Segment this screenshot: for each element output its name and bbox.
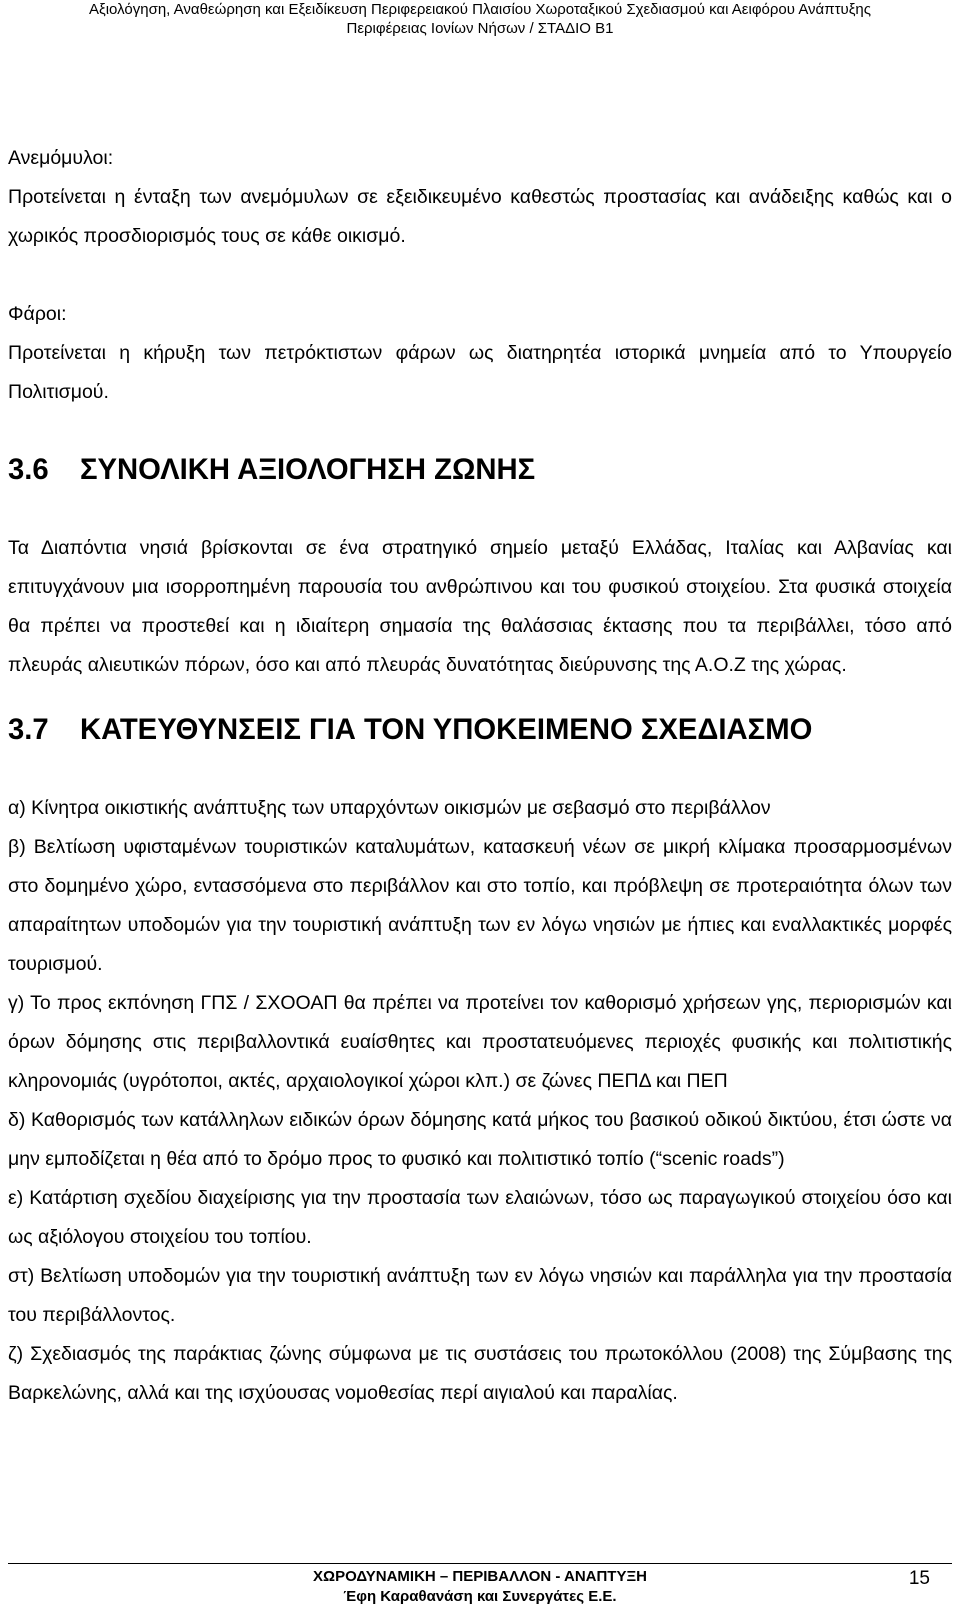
guideline-item-c: γ) Το προς εκπόνηση ΓΠΣ / ΣΧΟΟΑΠ θα πρέπει να προτείνει τον καθορισμό χρήσεων γης, περιορισμών και όρων δόμησης στις περιβαλλοντικά ευαίσθητες και προστατευόμενες περιοχές φυσικής και πολιτιστικής κληρονομιάς (υγρότοποι, ακτές, αρχαιολογικοί χώροι κλπ.) σε ζώνες ΠΕΠΔ και ΠΕΠ	[8, 992, 952, 1092]
guideline-item-z: ζ) Σχεδιασμός της παράκτιας ζώνης σύμφωνα με τις συστάσεις του πρωτοκόλλου (2008) της Σύμβασης της Βαρκελώνης, αλλά και της ισχύουσας νομοθεσίας περί αιγιαλού και παραλίας.	[8, 1343, 952, 1404]
section-3-7	[8, 711, 952, 1413]
guideline-item-st: στ) Βελτίωση υποδομών για την τουριστική ανάπτυξη των εν λόγω νησιών και παράλληλα για την προστασία του περιβάλλοντος.	[8, 1265, 952, 1326]
header-title-line-2: Περιφέρειας Ιονίων Νήσων / ΣΤΑΔΙΟ Β1	[346, 20, 614, 37]
section-heading	[8, 711, 952, 750]
spacer	[8, 256, 952, 295]
windmills-title: Ανεμόμυλοι:	[8, 147, 114, 169]
footer-company-line-1: ΧΩΡΟΔΥΝΑΜΙΚΗ – ΠΕΡΙΒΑΛΛΟΝ - ΑΝΑΠΤΥΞΗ	[313, 1568, 647, 1585]
guideline-item-a: α) Κίνητρα οικιστικής ανάπτυξης των υπαρχόντων οικισμών με σεβασμό στο περιβάλλον	[8, 797, 771, 819]
page-number: 15	[908, 1568, 930, 1589]
section-title: ΣΥΝΟΛΙΚΗ ΑΞΙΟΛΟΓΗΣΗ ΖΩΝΗΣ	[80, 454, 536, 486]
section-title: ΚΑΤΕΥΘΥΝΣΕΙΣ ΓΙΑ ΤΟΝ ΥΠΟΚΕΙΜΕΝΟ ΣΧΕΔΙΑΣΜΟ	[80, 714, 813, 746]
section-number: 3.6	[8, 454, 49, 486]
footer-divider	[8, 1563, 952, 1564]
section-3-6	[8, 451, 952, 685]
spacer	[8, 412, 952, 451]
lighthouses-paragraph: Προτείνεται η κήρυξη των πετρόκτιστων φάρων ως διατηρητέα ιστορικά μνημεία από το Υπουργείο Πολιτισμού.	[8, 342, 952, 403]
footer-credits	[0, 1567, 960, 1607]
section-3-6-paragraph: Τα Διαπόντια νησιά βρίσκονται σε ένα στρατηγικό σημείο μεταξύ Ελλάδας, Ιταλίας και Αλβανίας και επιτυγχάνουν μια ισορροπημένη παρουσία του ανθρώπινου και του φυσικού στοιχείου. Στα φυσικά στοιχεία θα πρέπει να προστεθεί και η ιδιαίτερη σημασία της θαλάσσιας έκτασης που τα περιβάλλει, τόσο από πλευράς αλιευτικών πόρων, όσο και από πλευράς δυνατότητας διεύρυνσης της Α.Ο.Ζ της χώρας.	[8, 537, 952, 676]
section-windmills	[8, 139, 952, 256]
windmills-paragraph: Προτείνεται η ένταξη των ανεμόμυλων σε εξειδικευμένο καθεστώς προστασίας και ανάδειξης καθώς και ο χωρικός προσδιορισμός τους σε κάθε οικισμό.	[8, 186, 952, 247]
spacer	[8, 685, 952, 711]
section-lighthouses	[8, 295, 952, 412]
guideline-item-b: β) Βελτίωση υφισταμένων τουριστικών καταλυμάτων, κατασκευή νέων σε μικρή κλίμακα προσαρμοσμένων στο δομημένο χώρο, εντασσόμενα στο περιβάλλον και στο τοπίο, και πρόβλεψη σε προτεραιότητα όλων των απαραίτητων υποδομών για την τουριστική ανάπτυξη των εν λόγω νησιών με ήπιες και εναλλακτικές μορφές τουρισμού.	[8, 836, 952, 975]
guideline-item-e: ε) Κατάρτιση σχεδίου διαχείρισης για την προστασία των ελαιώνων, τόσο ως παραγωγικού στοιχείου όσο και ως αξιόλογου στοιχείου του τοπίου.	[8, 1187, 952, 1248]
section-heading	[8, 451, 952, 490]
header-title-line-1: Αξιολόγηση, Αναθεώρηση και Εξειδίκευση Περιφερειακού Πλαισίου Χωροταξικού Σχεδιασμού και Αειφόρου Ανάπτυξης	[89, 1, 871, 18]
page-header	[0, 0, 960, 38]
spacer	[8, 750, 952, 789]
guideline-item-d: δ) Καθορισμός των κατάλληλων ειδικών όρων δόμησης κατά μήκος του βασικού οδικού δικτύου, έτσι ώστε να μην εμποδίζεται η θέα από το δρόμο προς το φυσικό και πολιτιστικό τοπίο (“scenic roads”)	[8, 1109, 952, 1170]
lighthouses-title: Φάροι:	[8, 303, 67, 325]
section-number: 3.7	[8, 714, 49, 746]
footer-company-line-2: Έφη Καραθανάση και Συνεργάτες Ε.Ε.	[343, 1588, 617, 1605]
spacer	[8, 490, 952, 529]
document-body	[8, 139, 952, 1413]
page-footer	[0, 1563, 960, 1611]
